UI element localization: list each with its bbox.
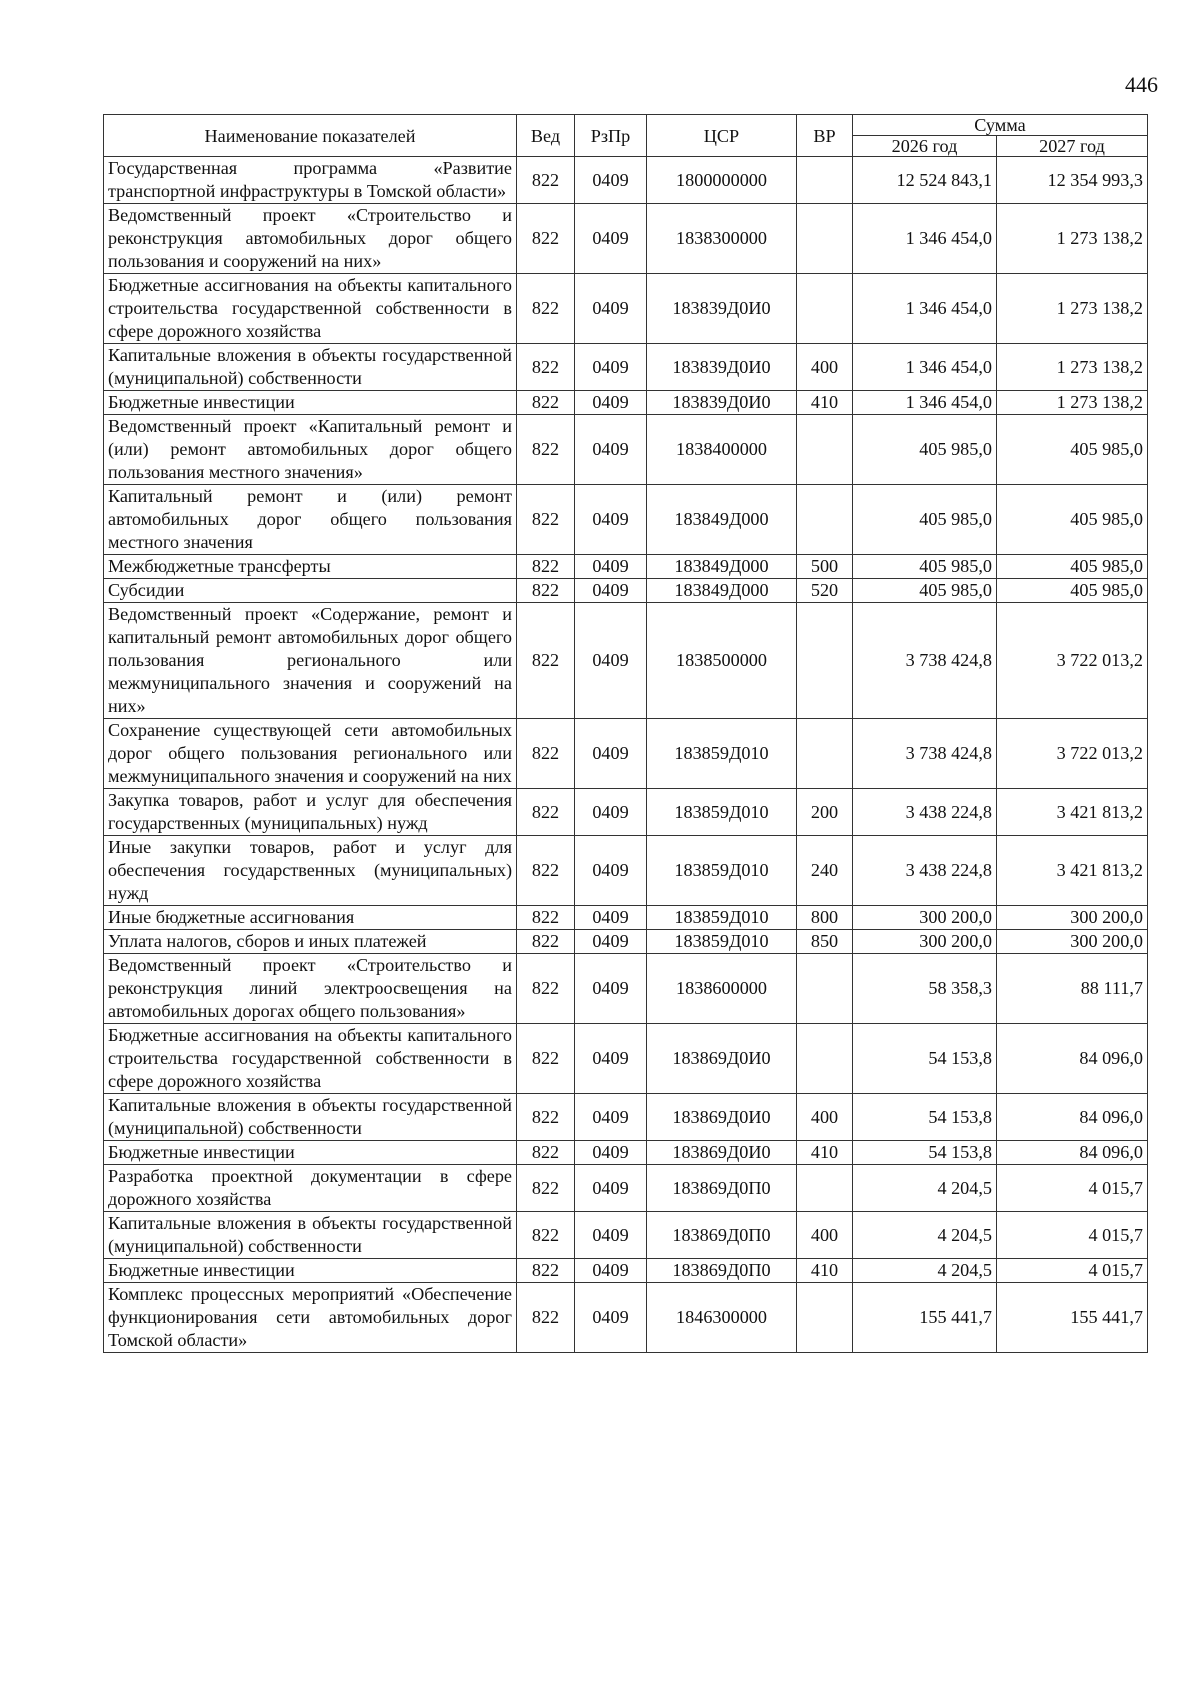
row-csr: 183859Д010 xyxy=(647,719,797,789)
row-vr xyxy=(797,1024,853,1094)
row-sum-2026: 405 985,0 xyxy=(853,579,997,603)
row-rzpr: 0409 xyxy=(575,391,647,415)
row-name: Иные закупки товаров, работ и услуг для обеспечения государственных (муниципальных) нужд xyxy=(104,836,517,906)
row-vr: 520 xyxy=(797,579,853,603)
row-rzpr: 0409 xyxy=(575,415,647,485)
row-sum-2026: 300 200,0 xyxy=(853,930,997,954)
row-rzpr: 0409 xyxy=(575,274,647,344)
row-ved: 822 xyxy=(517,415,575,485)
row-vr: 200 xyxy=(797,789,853,836)
row-name: Уплата налогов, сборов и иных платежей xyxy=(104,930,517,954)
row-sum-2027: 12 354 993,3 xyxy=(997,157,1148,204)
table-row xyxy=(104,603,1148,719)
row-csr: 183839Д0И0 xyxy=(647,344,797,391)
header-year-2027: 2027 год xyxy=(997,136,1148,157)
row-name: Бюджетные инвестиции xyxy=(104,1259,517,1283)
row-ved: 822 xyxy=(517,906,575,930)
row-csr: 183869Д0И0 xyxy=(647,1094,797,1141)
row-ved: 822 xyxy=(517,204,575,274)
row-ved: 822 xyxy=(517,719,575,789)
row-vr: 240 xyxy=(797,836,853,906)
row-rzpr: 0409 xyxy=(575,579,647,603)
table-row xyxy=(104,1165,1148,1212)
row-name: Межбюджетные трансферты xyxy=(104,555,517,579)
row-vr: 400 xyxy=(797,344,853,391)
row-sum-2027: 4 015,7 xyxy=(997,1259,1148,1283)
row-sum-2026: 4 204,5 xyxy=(853,1259,997,1283)
page-number: 446 xyxy=(1125,72,1158,97)
row-ved: 822 xyxy=(517,603,575,719)
row-vr: 400 xyxy=(797,1212,853,1259)
row-vr xyxy=(797,415,853,485)
row-vr xyxy=(797,485,853,555)
table-row xyxy=(104,789,1148,836)
table-row xyxy=(104,485,1148,555)
header-sum: Сумма xyxy=(853,115,1148,136)
row-sum-2026: 4 204,5 xyxy=(853,1165,997,1212)
table-row xyxy=(104,274,1148,344)
row-rzpr: 0409 xyxy=(575,1259,647,1283)
table-row xyxy=(104,391,1148,415)
row-sum-2027: 1 273 138,2 xyxy=(997,274,1148,344)
row-ved: 822 xyxy=(517,836,575,906)
row-sum-2026: 54 153,8 xyxy=(853,1094,997,1141)
table-row xyxy=(104,836,1148,906)
row-name: Субсидии xyxy=(104,579,517,603)
row-sum-2027: 3 421 813,2 xyxy=(997,836,1148,906)
row-ved: 822 xyxy=(517,1094,575,1141)
row-ved: 822 xyxy=(517,1212,575,1259)
header-csr: ЦСР xyxy=(647,115,797,157)
table-row xyxy=(104,1259,1148,1283)
row-name: Государственная программа «Развитие транспортной инфраструктуры в Томской области» xyxy=(104,157,517,204)
row-csr: 1838300000 xyxy=(647,204,797,274)
row-vr xyxy=(797,204,853,274)
table-row xyxy=(104,415,1148,485)
row-name: Капитальные вложения в объекты государственной (муниципальной) собственности xyxy=(104,1094,517,1141)
row-rzpr: 0409 xyxy=(575,1283,647,1353)
row-sum-2027: 405 985,0 xyxy=(997,485,1148,555)
row-name: Комплекс процессных мероприятий «Обеспечение функционирования сети автомобильных дорог Томской области» xyxy=(104,1283,517,1353)
row-ved: 822 xyxy=(517,1141,575,1165)
row-sum-2026: 3 738 424,8 xyxy=(853,603,997,719)
header-year-2026: 2026 год xyxy=(853,136,997,157)
row-ved: 822 xyxy=(517,579,575,603)
row-rzpr: 0409 xyxy=(575,485,647,555)
row-name: Ведомственный проект «Содержание, ремонт и капитальный ремонт автомобильных дорог общего пользования регионального или межмуниципального значения и сооружений на них» xyxy=(104,603,517,719)
row-sum-2026: 12 524 843,1 xyxy=(853,157,997,204)
row-sum-2026: 300 200,0 xyxy=(853,906,997,930)
row-sum-2027: 84 096,0 xyxy=(997,1024,1148,1094)
header-vr: ВР xyxy=(797,115,853,157)
row-rzpr: 0409 xyxy=(575,930,647,954)
row-rzpr: 0409 xyxy=(575,719,647,789)
row-rzpr: 0409 xyxy=(575,204,647,274)
row-csr: 183839Д0И0 xyxy=(647,391,797,415)
row-rzpr: 0409 xyxy=(575,555,647,579)
row-name: Бюджетные ассигнования на объекты капитального строительства государственной собственности в сфере дорожного хозяйства xyxy=(104,274,517,344)
table-row xyxy=(104,954,1148,1024)
table-row xyxy=(104,930,1148,954)
row-ved: 822 xyxy=(517,485,575,555)
row-name: Капитальные вложения в объекты государственной (муниципальной) собственности xyxy=(104,1212,517,1259)
row-ved: 822 xyxy=(517,344,575,391)
row-rzpr: 0409 xyxy=(575,344,647,391)
row-csr: 1846300000 xyxy=(647,1283,797,1353)
row-csr: 183869Д0И0 xyxy=(647,1024,797,1094)
header-ved: Вед xyxy=(517,115,575,157)
row-vr xyxy=(797,1165,853,1212)
row-sum-2026: 3 738 424,8 xyxy=(853,719,997,789)
row-name: Бюджетные инвестиции xyxy=(104,391,517,415)
row-sum-2027: 1 273 138,2 xyxy=(997,204,1148,274)
row-sum-2027: 3 421 813,2 xyxy=(997,789,1148,836)
row-sum-2027: 1 273 138,2 xyxy=(997,344,1148,391)
row-name: Ведомственный проект «Строительство и реконструкция автомобильных дорог общего пользования и сооружений на них» xyxy=(104,204,517,274)
row-sum-2027: 405 985,0 xyxy=(997,579,1148,603)
table-row xyxy=(104,555,1148,579)
row-vr: 410 xyxy=(797,1259,853,1283)
row-rzpr: 0409 xyxy=(575,157,647,204)
row-name: Иные бюджетные ассигнования xyxy=(104,906,517,930)
row-csr: 183869Д0И0 xyxy=(647,1141,797,1165)
table-row xyxy=(104,344,1148,391)
row-sum-2026: 1 346 454,0 xyxy=(853,204,997,274)
row-sum-2026: 155 441,7 xyxy=(853,1283,997,1353)
row-name: Капитальные вложения в объекты государственной (муниципальной) собственности xyxy=(104,344,517,391)
row-rzpr: 0409 xyxy=(575,789,647,836)
row-rzpr: 0409 xyxy=(575,1212,647,1259)
row-rzpr: 0409 xyxy=(575,1141,647,1165)
row-sum-2027: 4 015,7 xyxy=(997,1165,1148,1212)
row-sum-2026: 3 438 224,8 xyxy=(853,836,997,906)
row-rzpr: 0409 xyxy=(575,906,647,930)
row-vr: 850 xyxy=(797,930,853,954)
row-vr: 500 xyxy=(797,555,853,579)
header-name: Наименование показателей xyxy=(104,115,517,157)
row-sum-2026: 405 985,0 xyxy=(853,555,997,579)
row-sum-2027: 84 096,0 xyxy=(997,1141,1148,1165)
row-vr: 410 xyxy=(797,1141,853,1165)
table-row xyxy=(104,1141,1148,1165)
table-row xyxy=(104,157,1148,204)
row-ved: 822 xyxy=(517,391,575,415)
table-row xyxy=(104,579,1148,603)
row-csr: 1800000000 xyxy=(647,157,797,204)
row-ved: 822 xyxy=(517,274,575,344)
row-vr: 400 xyxy=(797,1094,853,1141)
row-name: Ведомственный проект «Капитальный ремонт и (или) ремонт автомобильных дорог общего пользования местного значения» xyxy=(104,415,517,485)
row-sum-2026: 58 358,3 xyxy=(853,954,997,1024)
row-sum-2026: 54 153,8 xyxy=(853,1141,997,1165)
row-ved: 822 xyxy=(517,1259,575,1283)
table-row xyxy=(104,1283,1148,1353)
row-rzpr: 0409 xyxy=(575,1165,647,1212)
row-sum-2027: 405 985,0 xyxy=(997,415,1148,485)
row-ved: 822 xyxy=(517,1024,575,1094)
table-row xyxy=(104,719,1148,789)
row-vr: 410 xyxy=(797,391,853,415)
row-csr: 183849Д000 xyxy=(647,555,797,579)
header-rzpr: РзПр xyxy=(575,115,647,157)
row-vr xyxy=(797,719,853,789)
table-row xyxy=(104,1212,1148,1259)
row-sum-2027: 300 200,0 xyxy=(997,930,1148,954)
row-vr xyxy=(797,954,853,1024)
row-sum-2027: 4 015,7 xyxy=(997,1212,1148,1259)
row-csr: 183839Д0И0 xyxy=(647,274,797,344)
row-rzpr: 0409 xyxy=(575,1094,647,1141)
row-ved: 822 xyxy=(517,1283,575,1353)
table-body xyxy=(104,157,1148,1353)
row-ved: 822 xyxy=(517,1165,575,1212)
row-sum-2027: 405 985,0 xyxy=(997,555,1148,579)
row-csr: 183859Д010 xyxy=(647,906,797,930)
row-ved: 822 xyxy=(517,930,575,954)
row-name: Разработка проектной документации в сфере дорожного хозяйства xyxy=(104,1165,517,1212)
row-sum-2027: 3 722 013,2 xyxy=(997,603,1148,719)
row-csr: 183849Д000 xyxy=(647,485,797,555)
row-sum-2027: 3 722 013,2 xyxy=(997,719,1148,789)
table-row xyxy=(104,906,1148,930)
row-ved: 822 xyxy=(517,789,575,836)
row-ved: 822 xyxy=(517,157,575,204)
row-rzpr: 0409 xyxy=(575,836,647,906)
row-sum-2027: 300 200,0 xyxy=(997,906,1148,930)
row-csr: 1838400000 xyxy=(647,415,797,485)
row-sum-2026: 405 985,0 xyxy=(853,485,997,555)
row-csr: 1838500000 xyxy=(647,603,797,719)
row-rzpr: 0409 xyxy=(575,603,647,719)
row-name: Бюджетные ассигнования на объекты капитального строительства государственной собственности в сфере дорожного хозяйства xyxy=(104,1024,517,1094)
row-sum-2026: 405 985,0 xyxy=(853,415,997,485)
row-vr xyxy=(797,274,853,344)
row-csr: 183869Д0П0 xyxy=(647,1165,797,1212)
row-sum-2026: 1 346 454,0 xyxy=(853,274,997,344)
budget-table xyxy=(103,114,1148,1353)
table-row xyxy=(104,1024,1148,1094)
row-csr: 183849Д000 xyxy=(647,579,797,603)
row-sum-2027: 1 273 138,2 xyxy=(997,391,1148,415)
row-csr: 183859Д010 xyxy=(647,930,797,954)
row-rzpr: 0409 xyxy=(575,1024,647,1094)
row-vr: 800 xyxy=(797,906,853,930)
row-sum-2026: 1 346 454,0 xyxy=(853,391,997,415)
row-name: Бюджетные инвестиции xyxy=(104,1141,517,1165)
row-sum-2026: 3 438 224,8 xyxy=(853,789,997,836)
row-name: Закупка товаров, работ и услуг для обеспечения государственных (муниципальных) нужд xyxy=(104,789,517,836)
row-name: Сохранение существующей сети автомобильных дорог общего пользования регионального или межмуниципального значения и сооружений на них xyxy=(104,719,517,789)
row-vr xyxy=(797,157,853,204)
row-csr: 183859Д010 xyxy=(647,789,797,836)
row-sum-2027: 88 111,7 xyxy=(997,954,1148,1024)
row-name: Капитальный ремонт и (или) ремонт автомобильных дорог общего пользования местного значения xyxy=(104,485,517,555)
row-csr: 183859Д010 xyxy=(647,836,797,906)
row-csr: 1838600000 xyxy=(647,954,797,1024)
row-csr: 183869Д0П0 xyxy=(647,1259,797,1283)
row-csr: 183869Д0П0 xyxy=(647,1212,797,1259)
row-sum-2026: 4 204,5 xyxy=(853,1212,997,1259)
row-sum-2027: 84 096,0 xyxy=(997,1094,1148,1141)
row-sum-2026: 1 346 454,0 xyxy=(853,344,997,391)
row-vr xyxy=(797,1283,853,1353)
row-rzpr: 0409 xyxy=(575,954,647,1024)
row-ved: 822 xyxy=(517,954,575,1024)
row-vr xyxy=(797,603,853,719)
row-sum-2027: 155 441,7 xyxy=(997,1283,1148,1353)
table-row xyxy=(104,1094,1148,1141)
row-ved: 822 xyxy=(517,555,575,579)
row-sum-2026: 54 153,8 xyxy=(853,1024,997,1094)
table-row xyxy=(104,204,1148,274)
row-name: Ведомственный проект «Строительство и реконструкция линий электроосвещения на автомобильных дорогах общего пользования» xyxy=(104,954,517,1024)
